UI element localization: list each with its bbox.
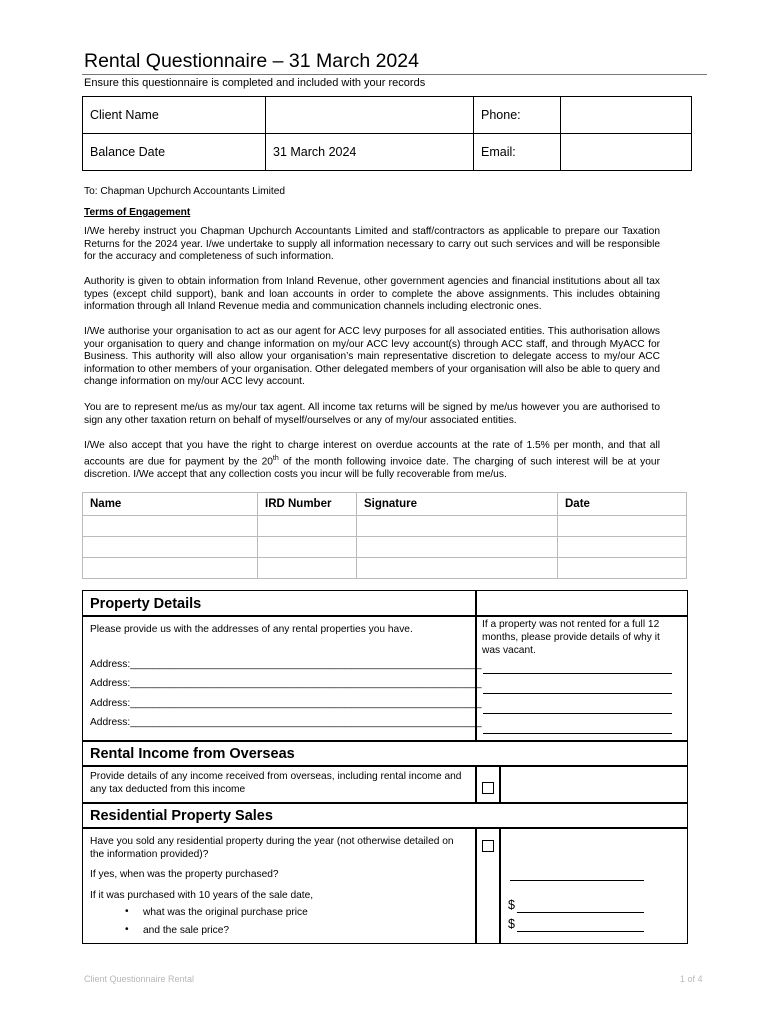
sales-checkbox[interactable]: [482, 840, 494, 852]
address-line-1[interactable]: Address:______________________________________________________________: [90, 659, 482, 670]
overseas-header: [82, 740, 688, 767]
client-name-label: Client Name: [83, 97, 266, 134]
column-header-signature: Signature: [357, 493, 558, 516]
property-instruction: Please provide us with the addresses of any rental properties you have.: [90, 624, 413, 635]
date-cell[interactable]: [558, 516, 687, 537]
footer-document-name: Client Questionnaire Rental: [84, 974, 195, 984]
date-cell[interactable]: [558, 558, 687, 579]
signature-table: [82, 492, 687, 579]
vacancy-box: [475, 615, 688, 742]
ird-cell[interactable]: [258, 558, 357, 579]
overseas-answer-cell[interactable]: [499, 765, 688, 804]
property-details-heading: Property Details: [90, 596, 202, 612]
name-cell[interactable]: [83, 558, 258, 579]
client-details-table: [82, 96, 692, 171]
sales-bullet-1: what was the original purchase price: [143, 907, 308, 918]
sales-bullet-2: and the sale price?: [143, 925, 230, 936]
bullet-icon: •: [125, 906, 129, 917]
name-cell[interactable]: [83, 516, 258, 537]
interest-text-before: I/We also accept that you have the right to charge interest on overdue accounts at the rate of 1.5% per month, and that all accounts are due for payment by the 20: [84, 440, 660, 467]
sales-answer-cell: [499, 827, 688, 944]
table-row: [83, 516, 687, 537]
signature-cell[interactable]: [357, 537, 558, 558]
vacancy-line-2[interactable]: [483, 693, 672, 694]
sales-question-2: If yes, when was the property purchased?: [90, 869, 279, 880]
balance-date-label: Balance Date: [83, 134, 266, 171]
footer-page-number: 1 of 4: [680, 974, 703, 984]
address-line-4[interactable]: Address:______________________________________________________________: [90, 717, 482, 728]
sale-price-line[interactable]: [517, 931, 644, 932]
signature-cell[interactable]: [357, 558, 558, 579]
table-row: [83, 558, 687, 579]
vacancy-line-3[interactable]: [483, 713, 672, 714]
purchase-price-currency: $: [508, 898, 515, 912]
title-divider: [82, 74, 707, 75]
signature-cell[interactable]: [357, 516, 558, 537]
sale-price-currency: $: [508, 917, 515, 931]
name-cell[interactable]: [83, 537, 258, 558]
sales-header: [82, 802, 688, 829]
addressee-line: To: Chapman Upchurch Accountants Limited: [84, 186, 286, 197]
sales-question-1: Have you sold any residential property during the year (not otherwise detailed on the information provided)?: [90, 836, 454, 860]
overseas-question-box: [82, 765, 477, 804]
sales-checkbox-cell: [475, 827, 501, 944]
purchase-date-line[interactable]: [510, 880, 644, 881]
bullet-icon: •: [125, 924, 129, 935]
property-header-blank: [475, 590, 688, 617]
column-header-name: Name: [83, 493, 258, 516]
address-line-3[interactable]: Address:______________________________________________________________: [90, 698, 482, 709]
table-row: [83, 537, 687, 558]
address-line-2[interactable]: Address:______________________________________________________________: [90, 678, 482, 689]
terms-heading: Terms of Engagement: [84, 207, 191, 218]
vacancy-line-1[interactable]: [483, 673, 672, 674]
column-header-date: Date: [558, 493, 687, 516]
sales-question-3: If it was purchased with 10 years of the sale date,: [90, 890, 314, 901]
date-cell[interactable]: [558, 537, 687, 558]
email-label: Email:: [474, 134, 561, 171]
terms-paragraph-3: I/We authorise your organisation to act as our agent for ACC levy purposes for all associated entities. This authorisation allows your organisation to query and change information on my/our ACC levy account(s) through ACC staff, and through MyACC for Business. This authority will also allow your organisation’s main representative discretion to delegate access to my/our ACC information to other members of your organisation. Other delegated members of your organisation will also be able to query and change information on my/our ACC levy account.: [84, 326, 660, 388]
sales-heading: Residential Property Sales: [90, 808, 273, 824]
phone-label: Phone:: [474, 97, 561, 134]
sales-question-box: [82, 827, 477, 944]
overseas-heading: Rental Income from Overseas: [90, 746, 295, 762]
column-header-ird: IRD Number: [258, 493, 357, 516]
property-addresses-box: [82, 615, 482, 742]
ird-cell[interactable]: [258, 516, 357, 537]
vacancy-line-4[interactable]: [483, 733, 672, 734]
overseas-checkbox-cell: [475, 765, 501, 804]
terms-paragraph-4: You are to represent me/us as my/our tax agent. All income tax returns will be signed by me/us however you are authorised to sign any other taxation return on behalf of myself/ourselves or any of my/our associated entities.: [84, 402, 660, 426]
terms-paragraph-1: I/We hereby instruct you Chapman Upchurch Accountants Limited and staff/contractors as applicable to prepare our Taxation Returns for the 2024 year. I/we undertake to supply all information necessary to carry out such services and will be responsible for the accuracy and completeness of such information.: [84, 226, 660, 263]
interest-text-after: of the month following invoice date. The charging of such interest will be at your discretion. I/We accept that any collection costs you incur will be fully recoverable from me/us.: [84, 455, 660, 480]
overseas-question: Provide details of any income received from overseas, including rental income and any tax deducted from this income: [90, 771, 462, 795]
overseas-checkbox[interactable]: [482, 782, 494, 794]
page-title: Rental Questionnaire – 31 March 2024: [84, 50, 419, 72]
terms-paragraph-5: [84, 440, 660, 481]
terms-paragraph-2: Authority is given to obtain information from Inland Revenue, other government agencies and financial institutions about all tax types (except child support), bank and loan accounts in order to complete the above assignments. This includes obtaining information through all Inland Revenue media and communication channels including electronic ones.: [84, 276, 660, 313]
email-field[interactable]: [561, 134, 692, 171]
balance-date-value: 31 March 2024: [266, 134, 474, 171]
page-subtitle: Ensure this questionnaire is completed and included with your records: [84, 77, 426, 89]
purchase-price-line[interactable]: [517, 912, 644, 913]
interest-text-sup: th: [272, 454, 279, 462]
vacancy-note: If a property was not rented for a full 12 months, please provide details of why it was vacant.: [482, 619, 660, 656]
property-details-header: [82, 590, 477, 617]
ird-cell[interactable]: [258, 537, 357, 558]
phone-field[interactable]: [561, 97, 692, 134]
client-name-field[interactable]: [266, 97, 474, 134]
